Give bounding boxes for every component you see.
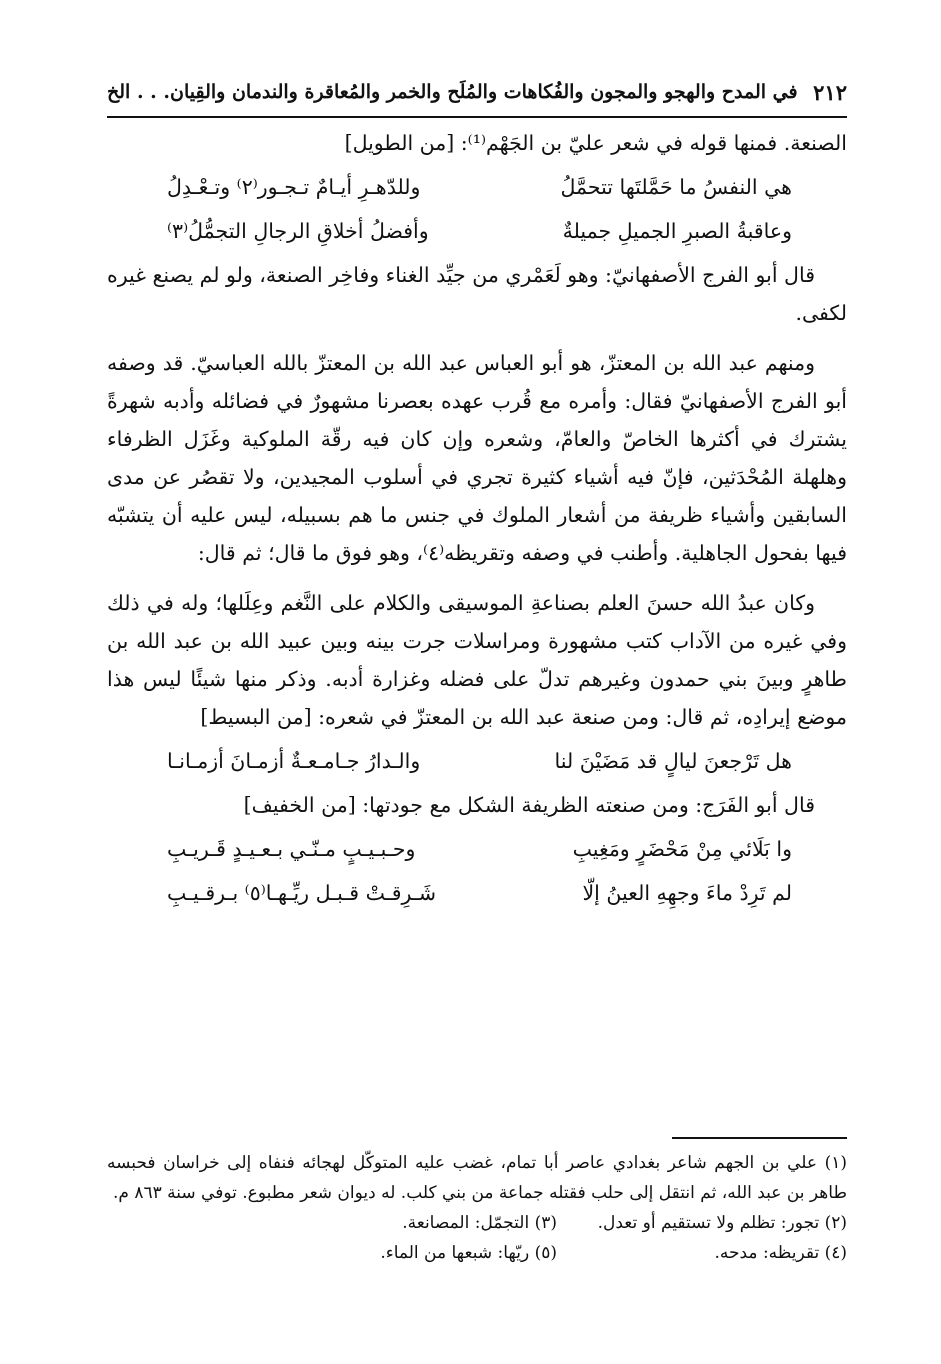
paragraph-abu-faraj-intro: قال أبو الفَرَج: ومن صنعته الظريفة الشكل مع جودتها: [من الخفيف] [243, 793, 815, 817]
verse-first-half: لم تَرِدْ ماءَ وجهِهِ العينُ إلّا [582, 881, 792, 905]
poem-verse [107, 742, 847, 780]
poem-ibn-mutazz-1 [107, 742, 847, 780]
poem-verse [107, 168, 847, 206]
verse-first-half: هل تَرْجعنَ ليالٍ قد مَضَيْنَ لنا [554, 749, 792, 773]
poem-verse [107, 830, 847, 868]
verse-first-half: هي النفسُ ما حَمَّلتَها تتحمَّلُ [560, 175, 792, 199]
verse-second-half: وحـبـيـبٍ مـنّـي بـعـيـدٍ قَـريـبِ [167, 837, 416, 861]
paragraph-intro: الصنعة. فمنها قوله في شعر عليّ بن الجَهْم⁽¹⁾: [من الطويل] [344, 131, 847, 155]
footnote-5: (٥) ريّها: شبعها من الماء. [380, 1243, 557, 1263]
footnote-row [107, 1208, 847, 1238]
verse-second-half: شَـرِقـتْ قـبـل ريِّـهـا⁽٥⁾ بـرقـيـبِ [167, 881, 437, 905]
page-number: ٢١٢ [813, 79, 847, 105]
running-title: في المدح والهجو والمجون والفُكاهات والمُلَح والخمر والمُعاقرة والندمان والقِيان. . . الخ [107, 81, 798, 103]
page-header [107, 68, 847, 118]
footnote-row [107, 1238, 847, 1268]
paragraph-ibn-mutazz-music: وكان عبدُ الله حسنَ العلم بصناعةِ الموسيقى والكلام على النَّغم وعِلَلها؛ وله في ذلك وفي غيره من الآداب كتب مشهورة ومراسلات جرت بينه وبين عبيد الله بن عبد الله بن طاهرٍ وبينَ بني حمدون وغيرهم تدلّ على فضله وغزارة أدبه. وذكر منها شيئًا ليس هذا موضع إيرادِه، ثم قال: ومن صنعة عبد الله بن المعتزّ في شعره: [من البسيط] [107, 591, 847, 729]
footnotes [107, 1148, 847, 1268]
verse-second-half: وأفضلُ أخلاقِ الرجالِ التجمُّلُ⁽٣⁾ [167, 219, 429, 243]
verse-first-half: وا بَلَائي مِنْ مَحْضَرٍ ومَغِيبِ [572, 837, 792, 861]
poem-ibn-mutazz-2 [107, 830, 847, 912]
footnote-3: (٣) التجمّل: المصانعة. [402, 1213, 557, 1233]
poem-ali-ibn-jahm [107, 168, 847, 250]
footnote-2: (٢) تجور: تظلم ولا تستقيم أو تعدل. [597, 1213, 847, 1233]
verse-first-half: وعاقبةُ الصبرِ الجميلِ جميلةٌ [562, 219, 792, 243]
poem-verse [107, 212, 847, 250]
footnote-1: (١) علي بن الجهم شاعر بغدادي عاصر أبا تمام، غضب عليه المتوكّل لهجائه فنفاه إلى خراسان فحبسه طاهر بن عبد الله، ثم انتقل إلى حلب فقتله جماعة من بني كلب. له ديوان شعر مطبوع. توفي سنة ٨٦٣ م. [107, 1153, 847, 1203]
footnote-divider [672, 1137, 847, 1139]
poem-verse [107, 874, 847, 912]
verse-second-half: والـدارُ جـامـعـةٌ أزمـانَ أزمـانـا [167, 749, 421, 773]
main-text [107, 124, 847, 918]
verse-second-half: وللدّهـرِ أيـامٌ تـجـور⁽٢⁾ وتـعْـدِلُ [167, 175, 421, 199]
paragraph-abu-faraj-comment: قال أبو الفرج الأصفهانيّ: وهو لَعَمْري من جيِّد الغناء وفاخِر الصنعة، ولو لم يصنع غيره لكفى. [107, 263, 847, 325]
footnote-4: (٤) تقريظه: مدحه. [714, 1243, 847, 1263]
paragraph-ibn-mutazz-bio: ومنهم عبد الله بن المعتزّ، هو أبو العباس عبد الله بن المعتزّ بالله العباسيّ. قد وصفه أبو الفرج الأصفهانيّ فقال: وأمره مع قُرب عهده بعصرنا مشهورٌ في فضائله وأدبه شهرةً يشترك في أكثرها الخاصّ والعامّ، وشعره وإن كان فيه رقّة الملوكية وغَزَل الظرفاء وهلهلة المُحْدَثين، فإنّ فيه أشياء كثيرة تجري في أسلوب المجيدين، ولا تقصُر عن مدى السابقين وأشياء ظريفة من أشعار الملوك في جنس ما هم بسبيله، ليس عليه أن يتشبّه فيها بفحول الجاهلية. وأطنب في وصفه وتقريظه⁽٤⁾، وهو فوق ما قال؛ ثم قال: [107, 351, 847, 565]
